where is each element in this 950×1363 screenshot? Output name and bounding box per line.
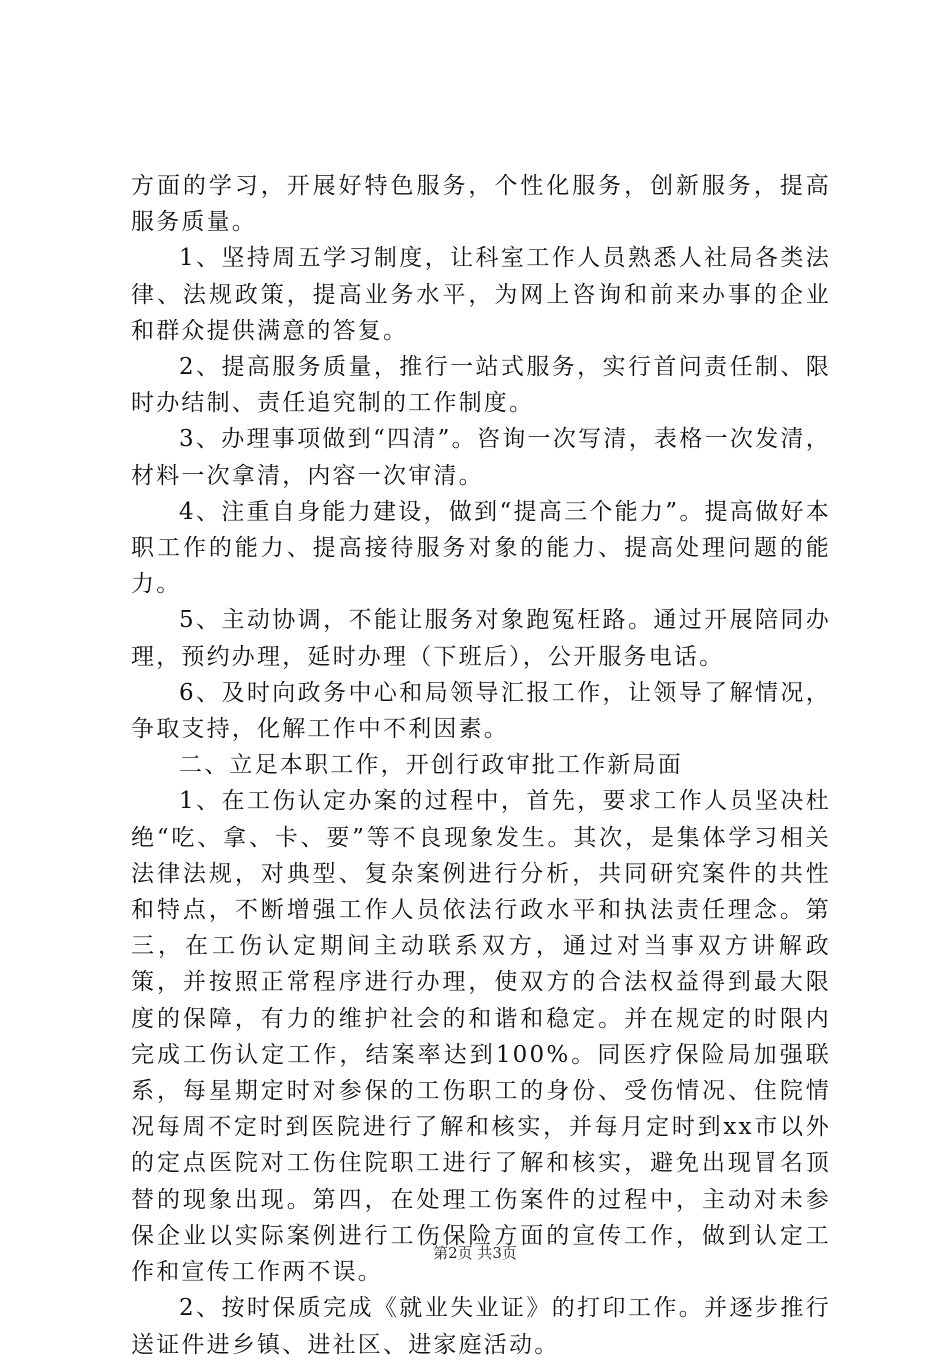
paragraph: 6、及时向政务中心和局领导汇报工作，让领导了解情况，争取支持，化解工作中不利因素。	[131, 679, 831, 743]
paragraph: 4、注重自身能力建设，做到“提高三个能力”。提高做好本职工作的能力、提高接待服务对象的能力、提高处理问题的能力。	[131, 498, 831, 598]
paragraph: 1、在工伤认定办案的过程中，首先，要求工作人员坚决杜绝“吃、拿、卡、要”等不良现象发生。其次，是集体学习相关法律法规，对典型、复杂案例进行分析，共同研究案件的共性和特点，不断增强工作人员依法行政水平和执法责任理念。第三，在工伤认定期间主动联系双方，通过对当事双方讲解政策，并按照正常程序进行办理，使双方的合法权益得到最大限度的保障，有力的维护社会的和谐和稳定。并在规定的时限内完成工伤认定工作，结案率达到100%。同医疗保险局加强联系，每星期定时对参保的工伤职工的身份、受伤情况、住院情况每周不定时到医院进行了解和核实，并每月定时到xx市以外的定点医院对工伤住院职工进行了解和核实，避免出现冒名顶替的现象出现。第四，在处理工伤案件的过程中，主动对未参保企业以实际案例进行工伤保险方面的宣传工作，做到认定工作和宣传工作两不误。	[131, 788, 831, 1286]
section-heading: 二、立足本职工作，开创行政审批工作新局面	[179, 752, 683, 779]
paragraph: 3、办理事项做到“四清”。咨询一次写清，表格一次发清，材料一次拿清，内容一次审清。	[131, 426, 831, 489]
paragraph: 2、提高服务质量，推行一站式服务，实行首问责任制、限时办结制、责任追究制的工作制度。	[131, 354, 831, 417]
paragraph: 5、主动协调，不能让服务对象跑冤枉路。通过开展陪同办理，预约办理，延时办理（下班后），公开服务电话。	[131, 607, 831, 670]
page-number-footer: 第2页 共3页	[433, 1244, 517, 1262]
paragraph: 2、按时保质完成《就业失业证》的打印工作。并逐步推行送证件进乡镇、进社区、进家庭活动。	[131, 1295, 831, 1358]
document-body	[131, 168, 831, 1363]
paragraph: 1、坚持周五学习制度，让科室工作人员熟悉人社局各类法律、法规政策，提高业务水平，为网上咨询和前来办事的企业和群众提供满意的答复。	[131, 245, 831, 344]
paragraph: 方面的学习，开展好特色服务，个性化服务，创新服务，提高服务质量。	[131, 173, 831, 236]
